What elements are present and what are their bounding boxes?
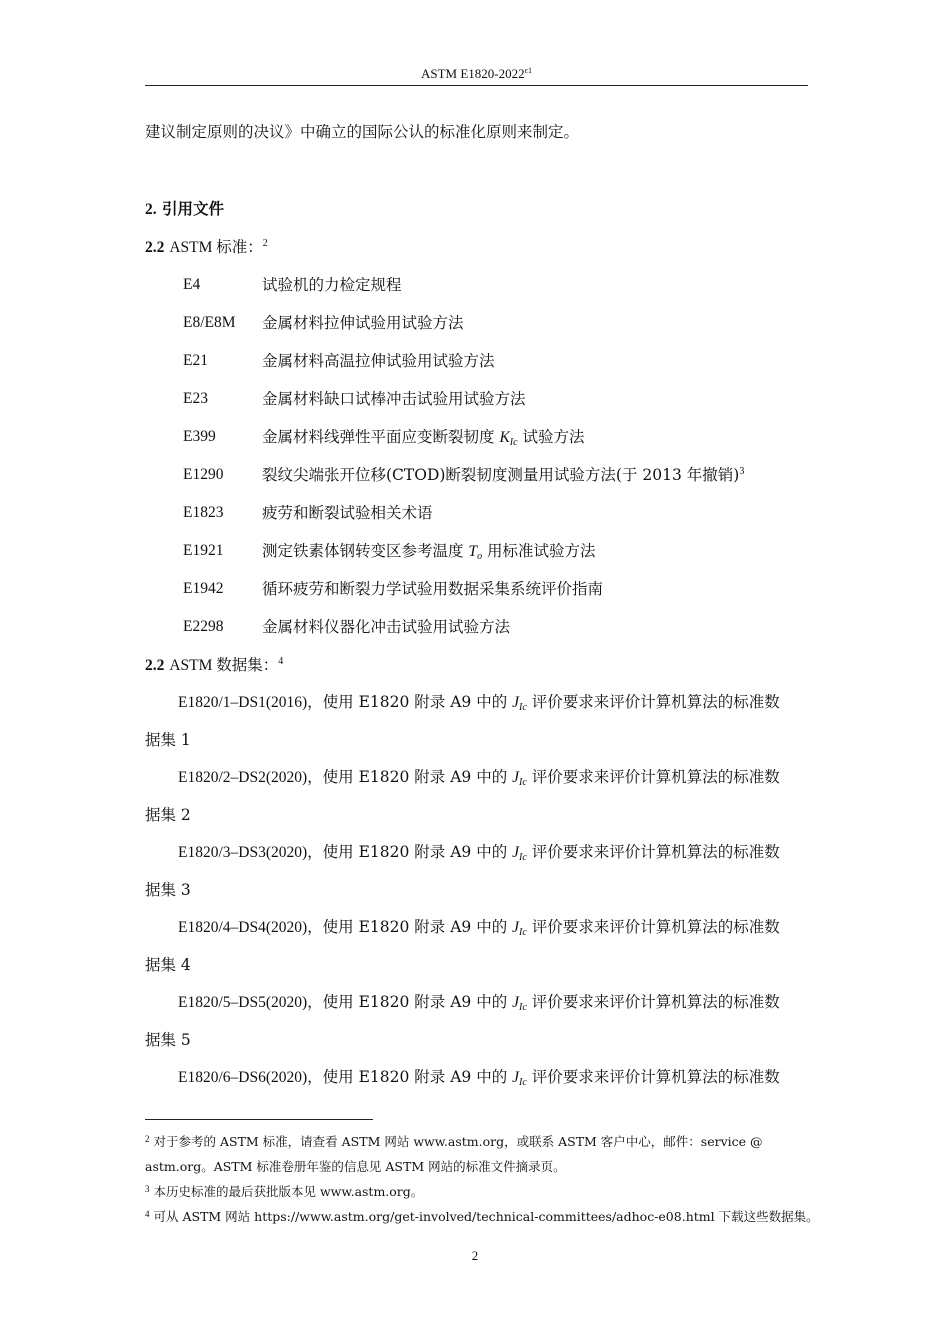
jic-subscript: Ic (519, 1002, 527, 1013)
dataset-text: 评价要求来评价计算机算法的标准数 (526, 693, 780, 711)
footnote-ref-3: 3 (739, 466, 745, 477)
footnote-text: 本历史标准的最后获批版本见 www.astm.org。 (153, 1184, 424, 1199)
footnote-2-continuation: astm.org。ASTM 标准卷册年鉴的信息见 ASTM 网站的标准文件摘录页。 (145, 1159, 566, 1174)
subsection-standards-title: ASTM 标准： (169, 239, 263, 256)
kic-symbol: K (499, 429, 510, 446)
standard-title-part: 试验方法 (517, 428, 585, 446)
jic-subscript: Ic (519, 777, 527, 788)
dataset-line (178, 917, 780, 938)
dataset-text: ，使用 E1820 附录 A9 中的 (307, 993, 513, 1011)
header-rule (145, 85, 808, 86)
footnote-ref-4: 4 (278, 656, 284, 667)
jic-symbol: J (512, 994, 520, 1011)
header-title: ASTM E1820-2022 (421, 66, 525, 81)
subsection-standards-number: 2.2 (145, 239, 165, 256)
dataset-continuation: 据集 2 (145, 806, 191, 824)
jic-subscript: Ic (519, 852, 527, 863)
standard-code: E8/E8M (183, 314, 236, 331)
section-2-heading (145, 199, 224, 220)
dataset-id: E1820/1–DS1(2016) (178, 694, 308, 711)
dataset-id: E1820/6–DS6(2020) (178, 1069, 308, 1086)
standard-title (262, 541, 596, 562)
standard-title: 试验机的力检定规程 (262, 276, 402, 294)
dataset-text: 评价要求来评价计算机算法的标准数 (526, 918, 780, 936)
dataset-text: ，使用 E1820 附录 A9 中的 (307, 1068, 513, 1086)
dataset-continuation: 据集 4 (145, 956, 191, 974)
standard-title-part: 测定铁素体钢转变区参考温度 (262, 542, 469, 560)
standard-code: E1942 (183, 580, 224, 597)
subsection-datasets-number: 2.2 (145, 657, 165, 674)
jic-symbol: J (512, 919, 520, 936)
standard-title: 循环疲劳和断裂力学试验用数据采集系统评价指南 (262, 580, 604, 598)
subsection-datasets-title: ASTM 数据集： (169, 657, 279, 674)
subsection-datasets-heading (145, 655, 283, 676)
dataset-text: ，使用 E1820 附录 A9 中的 (307, 768, 513, 786)
header-edition-mark: ε1 (524, 66, 532, 75)
to-subscript: o (477, 551, 483, 562)
dataset-id: E1820/4–DS4(2020) (178, 919, 308, 936)
footnote-ref-2: 2 (262, 238, 268, 249)
dataset-text: ，使用 E1820 附录 A9 中的 (307, 918, 513, 936)
dataset-continuation: 据集 1 (145, 731, 191, 749)
standard-code: E1290 (183, 466, 224, 483)
footnote-3 (145, 1184, 423, 1200)
dataset-text: 评价要求来评价计算机算法的标准数 (526, 993, 780, 1011)
footnote-mark: 3 (145, 1184, 150, 1194)
standard-title-part: 用标准试验方法 (482, 542, 596, 560)
page-number: 2 (471, 1248, 479, 1263)
dataset-text: 评价要求来评价计算机算法的标准数 (526, 843, 780, 861)
standard-title-part: 裂纹尖端张开位移(CTOD)断裂韧度测量用试验方法(于 2013 年撤销) (262, 466, 740, 484)
dataset-id: E1820/5–DS5(2020) (178, 994, 308, 1011)
dataset-text: 评价要求来评价计算机算法的标准数 (526, 1068, 780, 1086)
jic-symbol: J (512, 694, 520, 711)
standard-title: 金属材料高温拉伸试验用试验方法 (262, 352, 495, 370)
standard-code: E1823 (183, 504, 224, 521)
standard-title: 金属材料缺口试棒冲击试验用试验方法 (262, 390, 526, 408)
jic-symbol: J (512, 844, 520, 861)
standard-code: E21 (183, 352, 208, 369)
intro-line: 建议制定原则的决议》中确立的国际公认的标准化原则来制定。 (145, 123, 580, 141)
standard-title-part: 金属材料线弹性平面应变断裂韧度 (262, 428, 500, 446)
standard-title (262, 465, 744, 485)
footnote-2 (145, 1134, 763, 1150)
dataset-line (178, 767, 780, 788)
dataset-id: E1820/2–DS2(2020) (178, 769, 308, 786)
section-2-number: 2. (145, 201, 157, 218)
jic-subscript: Ic (519, 927, 527, 938)
jic-symbol: J (512, 769, 520, 786)
dataset-text: ，使用 E1820 附录 A9 中的 (307, 843, 513, 861)
jic-symbol: J (512, 1069, 520, 1086)
to-symbol: T (468, 543, 478, 560)
jic-subscript: Ic (519, 702, 527, 713)
dataset-continuation: 据集 5 (145, 1031, 191, 1049)
jic-subscript: Ic (519, 1077, 527, 1088)
footnote-4 (145, 1209, 819, 1225)
subsection-standards-heading (145, 237, 268, 258)
standard-code: E399 (183, 428, 216, 445)
footnote-text: 对于参考的 ASTM 标准，请查看 ASTM 网站 www.astm.org，或联系 ASTM 客户中心，邮件：service @ (153, 1134, 763, 1149)
dataset-line (178, 1067, 780, 1088)
footnote-mark: 2 (145, 1134, 150, 1144)
kic-subscript: Ic (509, 437, 518, 448)
dataset-line (178, 842, 780, 863)
dataset-line (178, 692, 780, 713)
standard-title: 疲劳和断裂试验相关术语 (262, 504, 433, 522)
dataset-continuation: 据集 3 (145, 881, 191, 899)
dataset-text: 评价要求来评价计算机算法的标准数 (526, 768, 780, 786)
standard-title (262, 427, 585, 448)
standard-title: 金属材料拉伸试验用试验方法 (262, 314, 464, 332)
footnote-mark: 4 (145, 1209, 150, 1219)
footnote-rule (145, 1119, 373, 1120)
dataset-text: ，使用 E1820 附录 A9 中的 (307, 693, 513, 711)
section-2-title: 引用文件 (162, 199, 225, 218)
running-header (145, 66, 808, 82)
standard-title: 金属材料仪器化冲击试验用试验方法 (262, 618, 511, 636)
standard-code: E2298 (183, 618, 224, 635)
dataset-line (178, 992, 780, 1013)
footnote-text: 可从 ASTM 网站 https://www.astm.org/get-involved/technical-committees/adhoc-e08.html 下载这些数据集。 (153, 1209, 819, 1224)
standard-code: E4 (183, 276, 201, 293)
standard-code: E23 (183, 390, 208, 407)
dataset-id: E1820/3–DS3(2020) (178, 844, 308, 861)
standard-code: E1921 (183, 542, 224, 559)
